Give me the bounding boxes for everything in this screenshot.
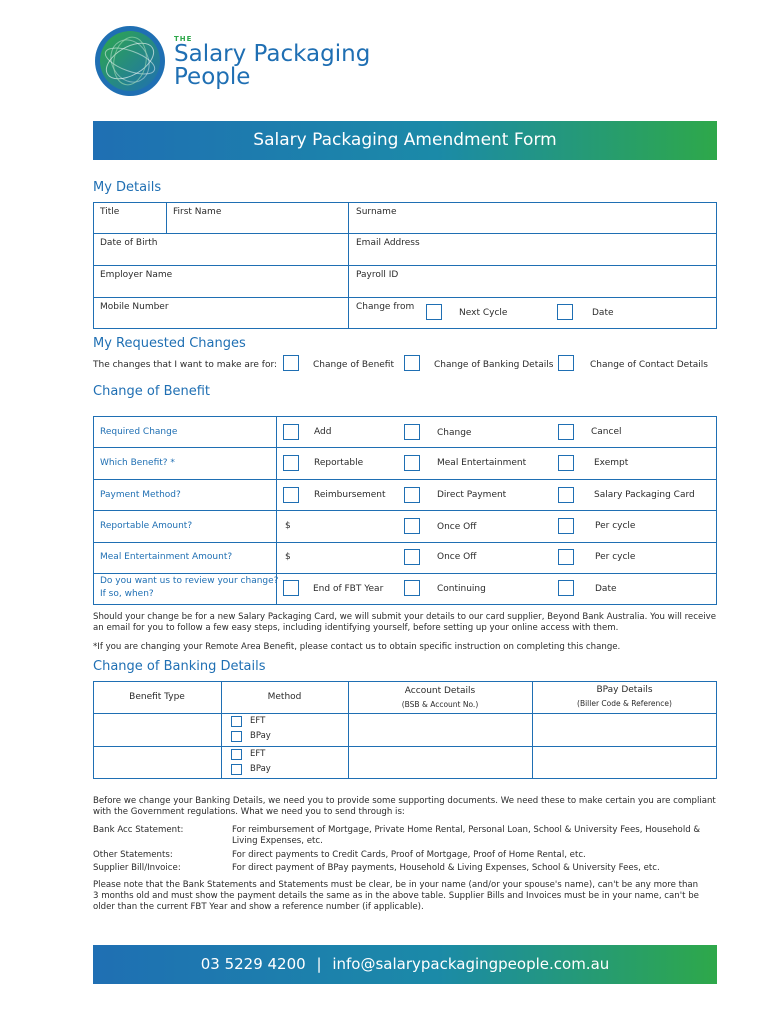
my-details-heading: My Details — [93, 180, 162, 195]
eft-checkbox[interactable] — [231, 716, 242, 727]
cancel-checkbox[interactable] — [558, 424, 574, 440]
doc-item-text: For direct payments to Credit Cards, Proof of Mortgage, Proof of Home Rental, etc. — [232, 850, 586, 860]
banking-heading: Change of Banking Details — [93, 659, 266, 674]
form-title: Salary Packaging Amendment Form — [253, 130, 557, 150]
dob-field[interactable]: Date of Birth — [100, 238, 158, 248]
next-cycle-label: Next Cycle — [459, 308, 508, 318]
change-benefit-checkbox[interactable] — [283, 355, 299, 371]
change-contact-label: Change of Contact Details — [590, 360, 708, 370]
reportable-label: Reportable — [314, 458, 364, 468]
date-label: Date — [592, 308, 614, 318]
email-field[interactable]: Email Address — [356, 238, 420, 248]
add-checkbox[interactable] — [283, 424, 299, 440]
doc-item-text: For direct payment of BPay payments, Household & Living Expenses, School & University Fees, etc. — [232, 863, 660, 873]
surname-field[interactable]: Surname — [356, 207, 397, 217]
eft-label: EFT — [250, 716, 266, 726]
change-from-label: Change from — [356, 302, 415, 312]
change-checkbox[interactable] — [404, 424, 420, 440]
next-cycle-checkbox[interactable] — [426, 304, 442, 320]
once-off-label: Once Off — [437, 552, 477, 562]
change-benefit-label: Change of Benefit — [313, 360, 395, 370]
footer-email[interactable]: info@salarypackagingpeople.com.au — [332, 955, 610, 973]
meal-amount-input[interactable]: $ — [285, 552, 291, 562]
remote-area-note: *If you are changing your Remote Area Benefit, please contact us to obtain specific instruction on completing this change. — [93, 642, 621, 652]
review-date-label: Date — [595, 584, 617, 594]
benefit-type-header: Benefit Type — [129, 692, 185, 702]
title-band — [93, 121, 717, 160]
benefit-heading: Change of Benefit — [93, 384, 211, 399]
mobile-field[interactable]: Mobile Number — [100, 302, 169, 312]
footer-separator: | — [316, 955, 322, 973]
bpay-checkbox[interactable] — [231, 731, 242, 742]
benefit-row-label: Which Benefit? * — [100, 458, 175, 468]
requested-intro: The changes that I want to make are for: — [93, 360, 278, 370]
docs-closing: Please note that the Bank Statements and Statements must be clear, be in your name (and/or your spouse's name), can't be any more than 3 months old and must show the payment details the same as in the above table. Supplier Bills and Invoices must be in your name, can't be older than the current FBT Year and show a reference number (if applicable). — [93, 880, 699, 912]
account-details-subheader: (BSB & Account No.) — [401, 700, 479, 709]
doc-item-text: For reimbursement of Mortgage, Private Home Rental, Personal Loan, School & University Fees, Household & Living Expenses, etc. — [232, 825, 701, 846]
requested-heading: My Requested Changes — [93, 336, 246, 351]
end-fbt-checkbox[interactable] — [283, 580, 299, 596]
bpay-label: BPay — [250, 731, 271, 741]
add-label: Add — [314, 427, 332, 437]
doc-item-label: Other Statements: — [93, 850, 173, 860]
payroll-field[interactable]: Payroll ID — [356, 270, 399, 280]
doc-item-label: Supplier Bill/Invoice: — [93, 863, 181, 873]
benefit-row-label: Meal Entertainment Amount? — [100, 552, 233, 562]
account-details-header: Account Details — [404, 686, 476, 696]
exempt-checkbox[interactable] — [558, 455, 574, 471]
meal-entertainment-label: Meal Entertainment — [437, 458, 527, 468]
benefit-row-label: Do you want us to review your change? — [100, 576, 279, 586]
sp-card-label: Salary Packaging Card — [594, 490, 695, 500]
logo-emblem-icon — [93, 24, 167, 98]
method-header: Method — [267, 692, 302, 702]
direct-payment-label: Direct Payment — [437, 490, 507, 500]
benefit-row-label: Required Change — [100, 427, 178, 437]
direct-payment-checkbox[interactable] — [404, 487, 420, 503]
continuing-checkbox[interactable] — [404, 580, 420, 596]
benefit-row-label: Payment Method? — [100, 490, 181, 500]
meal-entertainment-checkbox[interactable] — [404, 455, 420, 471]
logo-the: THE — [174, 35, 193, 43]
date-checkbox[interactable] — [557, 304, 573, 320]
reimbursement-checkbox[interactable] — [283, 487, 299, 503]
benefit-row-label-line2: If so, when? — [100, 589, 154, 599]
bpay-checkbox[interactable] — [231, 764, 242, 775]
footer-band — [93, 945, 717, 984]
per-cycle-checkbox[interactable] — [558, 518, 574, 534]
cancel-label: Cancel — [591, 427, 622, 437]
sp-card-checkbox[interactable] — [558, 487, 574, 503]
once-off-checkbox[interactable] — [404, 518, 420, 534]
bpay-details-subheader: (Biller Code & Reference) — [577, 699, 672, 708]
card-note: Should your change be for a new Salary Packaging Card, we will submit your details to our card supplier, Beyond Bank Australia. You will receive an email for you to follow a few easy steps, including identifying yourself, before setting up your online access with them. — [93, 612, 716, 633]
logo-line2: People — [174, 64, 251, 90]
reportable-amount-input[interactable]: $ — [285, 521, 291, 531]
employer-field[interactable]: Employer Name — [100, 270, 173, 280]
once-off-checkbox[interactable] — [404, 549, 420, 565]
per-cycle-checkbox[interactable] — [558, 549, 574, 565]
change-banking-checkbox[interactable] — [404, 355, 420, 371]
eft-checkbox[interactable] — [231, 749, 242, 760]
footer-phone[interactable]: 03 5229 4200 — [200, 955, 306, 973]
bpay-label: BPay — [250, 764, 271, 774]
reportable-checkbox[interactable] — [283, 455, 299, 471]
first-name-field[interactable]: First Name — [173, 207, 222, 217]
doc-item-label: Bank Acc Statement: — [93, 825, 184, 835]
title-field[interactable]: Title — [100, 207, 120, 217]
review-date-checkbox[interactable] — [558, 580, 574, 596]
change-contact-checkbox[interactable] — [558, 355, 574, 371]
reimbursement-label: Reimbursement — [314, 490, 386, 500]
per-cycle-label: Per cycle — [595, 552, 636, 562]
eft-label: EFT — [250, 749, 266, 759]
per-cycle-label: Per cycle — [595, 521, 636, 531]
exempt-label: Exempt — [594, 458, 629, 468]
change-label: Change — [437, 428, 472, 438]
end-fbt-label: End of FBT Year — [313, 584, 384, 594]
benefit-row-label: Reportable Amount? — [100, 521, 193, 531]
bpay-details-header: BPay Details — [596, 685, 653, 695]
once-off-label: Once Off — [437, 522, 477, 532]
change-banking-label: Change of Banking Details — [434, 360, 554, 370]
continuing-label: Continuing — [437, 584, 486, 594]
logo-line1: Salary Packaging — [174, 41, 371, 67]
docs-intro: Before we change your Banking Details, we need you to provide some supporting documents. We need these to make certain you are compliant with the Government regulations. What we need you to send through is: — [93, 796, 716, 817]
